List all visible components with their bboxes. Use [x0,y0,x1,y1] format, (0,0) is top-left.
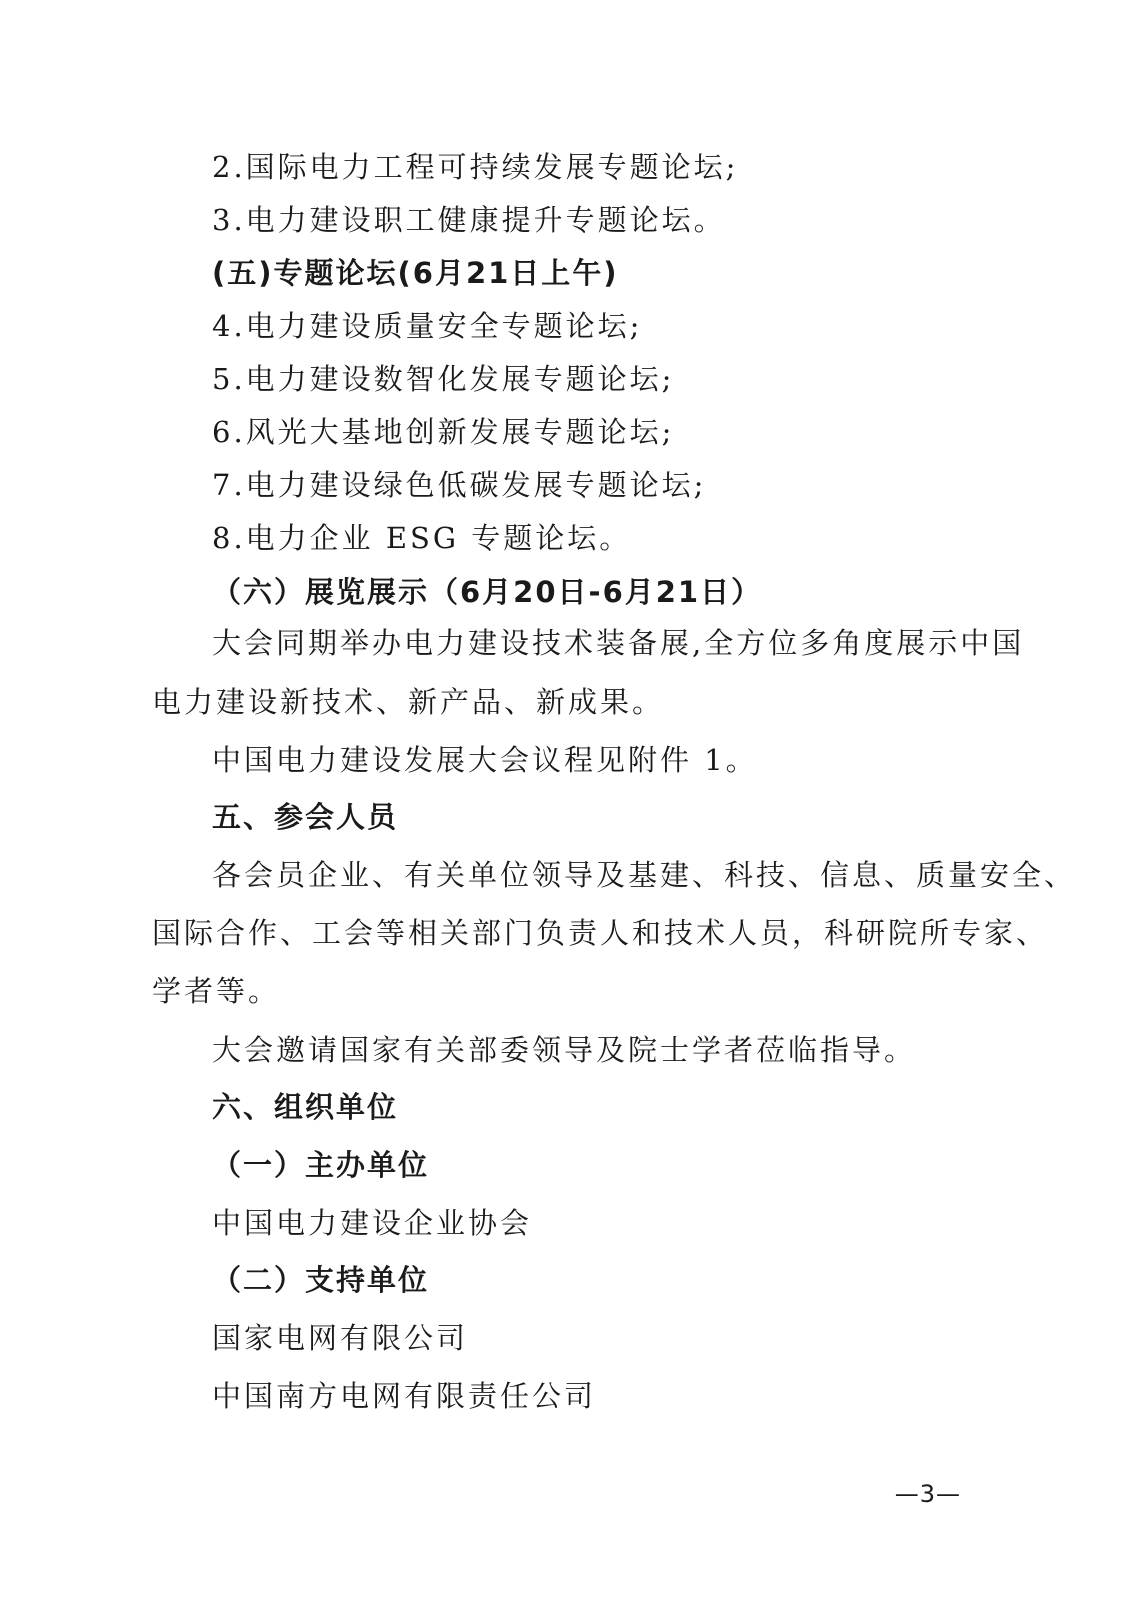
paragraph-participants-line-1: 各会员企业、有关单位领导及基建、科技、信息、质量安全、 [212,858,1077,892]
list-item-forum-8: 8.电力企业 ESG 专题论坛。 [212,521,632,555]
subheading-supporters: （二）支持单位 [212,1263,430,1297]
list-item-forum-2: 2.国际电力工程可持续发展专题论坛; [212,150,739,184]
list-item-forum-7: 7.电力建设绿色低碳发展专题论坛; [212,468,707,502]
paragraph-exhibition-line-2: 电力建设新技术、新产品、新成果。 [152,685,665,719]
page-number: —3— [894,1480,961,1508]
section-heading-participants: 五、参会人员 [212,800,399,834]
section-heading-exhibition: （六）展览展示（6月20日-6月21日） [212,575,763,609]
section-heading-organizers: 六、组织单位 [212,1090,399,1124]
paragraph-agenda-note: 中国电力建设发展大会议程见附件 1。 [212,743,758,777]
section-heading-forums: (五)专题论坛(6月21日上午) [212,256,619,290]
supporter-state-grid: 国家电网有限公司 [212,1321,469,1355]
paragraph-exhibition-line-1: 大会同期举办电力建设技术装备展,全方位多角度展示中国 [212,626,1025,660]
subheading-host: （一）主办单位 [212,1148,430,1182]
paragraph-invitation: 大会邀请国家有关部委领导及院士学者莅临指导。 [212,1033,917,1067]
supporter-southern-grid: 中国南方电网有限责任公司 [212,1379,597,1413]
list-item-forum-4: 4.电力建设质量安全专题论坛; [212,309,643,343]
list-item-forum-5: 5.电力建设数智化发展专题论坛; [212,362,675,396]
list-item-forum-3: 3.电力建设职工健康提升专题论坛。 [212,203,726,237]
list-item-forum-6: 6.风光大基地创新发展专题论坛; [212,415,675,449]
paragraph-participants-line-2: 国际合作、工会等相关部门负责人和技术人员，科研院所专家、 [152,916,1049,950]
paragraph-participants-line-3: 学者等。 [152,974,281,1008]
host-organization: 中国电力建设企业协会 [212,1206,533,1240]
